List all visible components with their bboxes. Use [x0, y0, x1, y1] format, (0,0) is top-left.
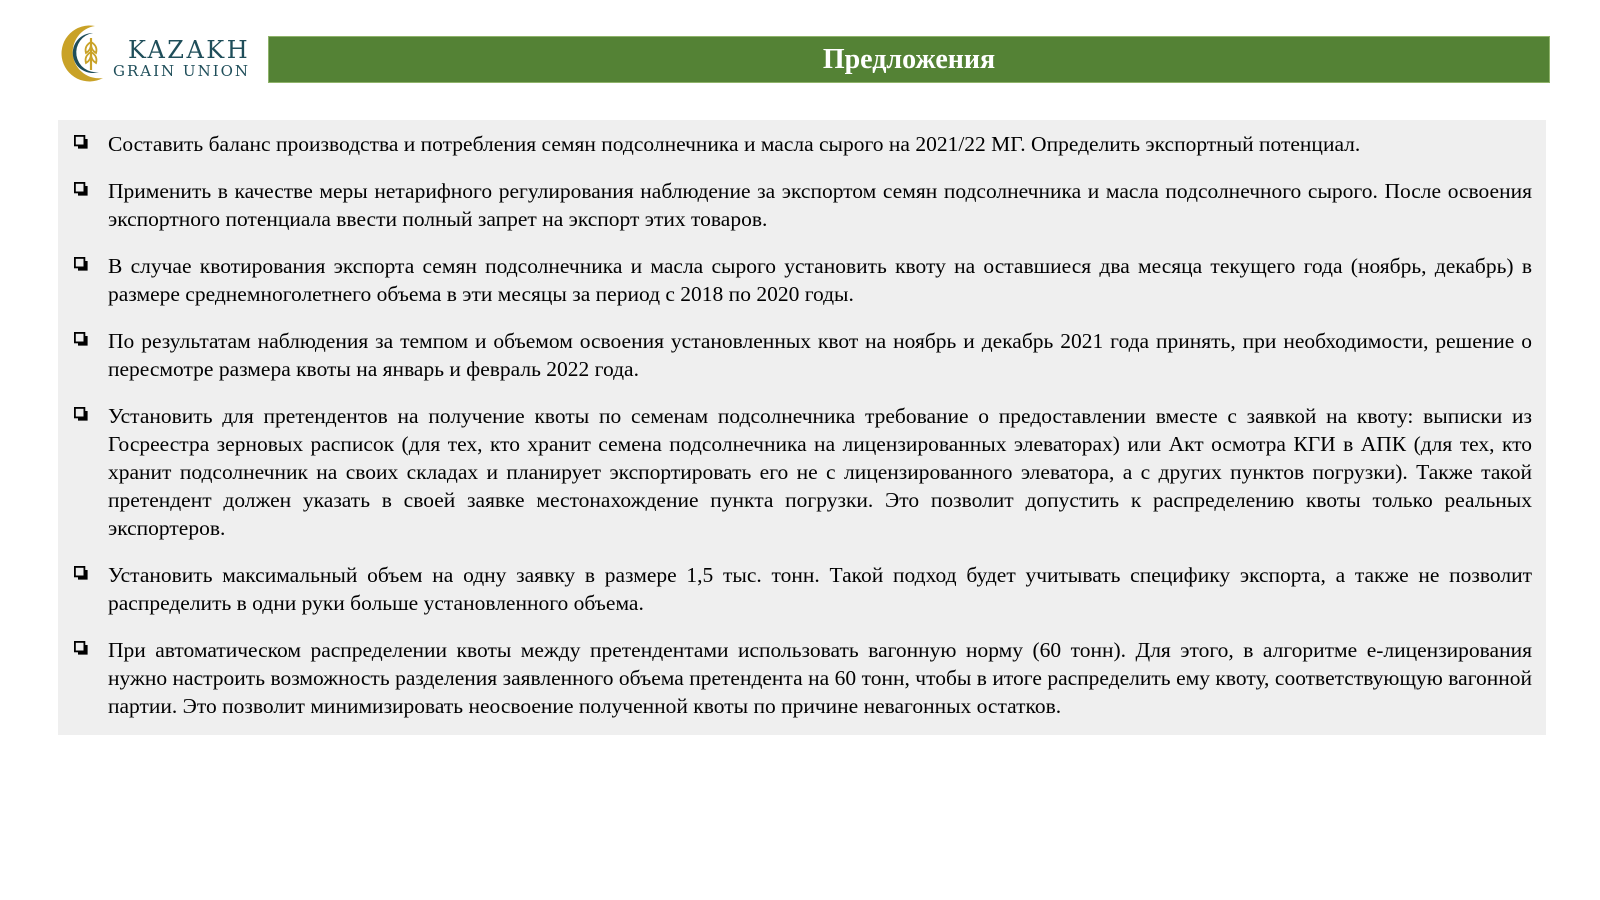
- proposal-item-4: [58, 327, 1532, 383]
- proposals-panel: [58, 120, 1546, 735]
- logo-text-line1: KAZAKH: [128, 36, 251, 64]
- hollow-square-bullet-icon: [74, 641, 88, 655]
- hollow-square-bullet-icon: [74, 332, 88, 346]
- hollow-square-bullet-icon: [74, 407, 88, 421]
- kazakh-grain-union-logo: [55, 18, 255, 88]
- hollow-square-bullet-icon: [74, 135, 88, 149]
- proposal-text: В случае квотирования экспорта семян подсолнечника и масла сырого установить квоту на оставшиеся два месяца текущего года (ноябрь, декабрь) в размере среднемноголетнего объема в эти месяцы за период с 2018 по 2020 годы.: [108, 254, 1532, 306]
- proposal-item-1: [58, 130, 1532, 158]
- hollow-square-bullet-icon: [74, 257, 88, 271]
- proposal-item-6: [58, 561, 1532, 617]
- hollow-square-bullet-icon: [74, 566, 88, 580]
- proposal-item-5: [58, 402, 1532, 542]
- proposal-text: Установить для претендентов на получение квоты по семенам подсолнечника требование о предоставлении вместе с заявкой на квоту: выписки из Госреестра зерновых расписок (для тех, кто хранит семена подсолнечника на лицензированных элеваторах) или Акт осмотра КГИ в АПК (для тех, кто хранит подсолнечник на своих складах и планирует экспортировать его не с лицензированного элеватора, а с других пунктов погрузки). Также такой претендент должен указать в своей заявке местонахождение пункта погрузки. Это позволит допустить к распределению квоты только реальных экспортеров.: [108, 404, 1532, 540]
- title-bar: [268, 36, 1550, 83]
- logo-text-line2: GRAIN UNION: [113, 62, 251, 80]
- page-title: Предложения: [822, 43, 996, 75]
- proposal-text: По результатам наблюдения за темпом и объемом освоения установленных квот на ноябрь и декабрь 2021 года принять, при необходимости, решение о пересмотре размера квоты на январь и февраль 2022 года.: [108, 329, 1532, 381]
- proposal-item-3: [58, 252, 1532, 308]
- proposal-text: Применить в качестве меры нетарифного регулирования наблюдение за экспортом семян подсолнечника и масла подсолнечного сырого. После освоения экспортного потенциала ввести полный запрет на экспорт этих товаров.: [108, 179, 1532, 231]
- proposal-text: Составить баланс производства и потребления семян подсолнечника и масла сырого на 2021/22 МГ. Определить экспортный потенциал.: [108, 132, 1361, 156]
- hollow-square-bullet-icon: [74, 182, 88, 196]
- proposal-item-7: [58, 636, 1532, 720]
- proposal-text: Установить максимальный объем на одну заявку в размере 1,5 тыс. тонн. Такой подход будет учитывать специфику экспорта, а также не позволит распределить в одни руки больше установленного объема.: [108, 563, 1532, 615]
- proposal-item-2: [58, 177, 1532, 233]
- proposal-text: При автоматическом распределении квоты между претендентами использовать вагонную норму (60 тонн). Для этого, в алгоритме е-лицензирования нужно настроить возможность разделения заявленного объема претендента на 60 тонн, чтобы в итоге распределить ему квоту, соответствующую вагонной партии. Это позволит минимизировать неосвоение полученной квоты по причине невагонных остатков.: [108, 638, 1532, 718]
